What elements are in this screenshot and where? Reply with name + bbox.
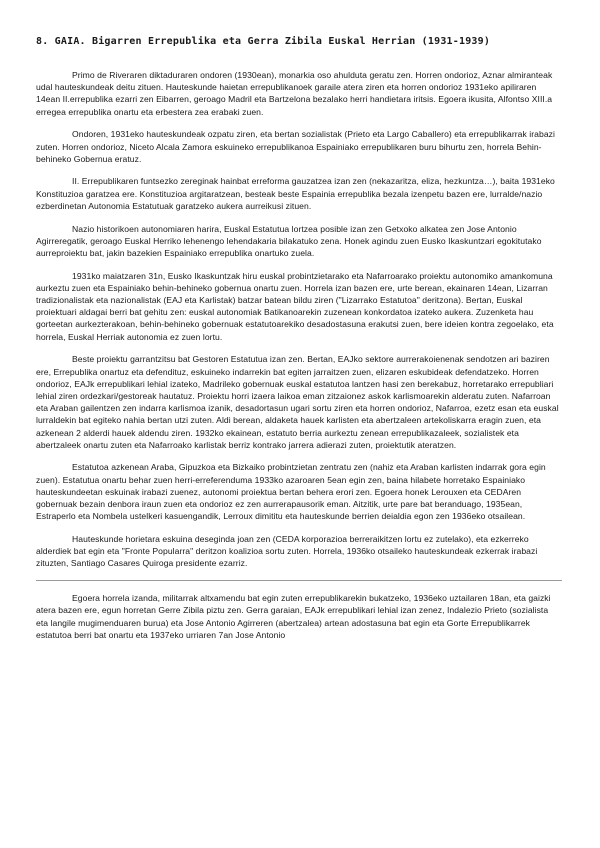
paragraph-referendum: Estatutoa azkenean Araba, Gipuzkoa eta Bizkaiko probintzietan zentratu zen (nahiz eta Araban karlisten indarrak gora egin zuen). Estatutua onartu behar zuen herri-erreferenduma 1933ko azaroaren 5ean egin zen, baina hilabete horretako Espainiako hauteskundeetan eskuinak irabazi zuenez, autonomi proiektua bertan behera erori zen. Egoera honek Lerouxen eta CEDAren gobernuak bezain denbora iraun zuen eta ondorioz ez zen aurrerapausorik eman. Aitzitik, urte pare bat beranduago, 1935ean, Estraperlo eta Nombela ustelkeri kasuengandik, Lerroux dimititu eta hauteskunde berrien deialdia egon zen 1936eko otsailean. xyxy=(36,462,546,522)
chapter-heading: 8. GAIA. Bigarren Errepublika eta Gerra Zibila Euskal Herrian (1931-1939) xyxy=(36,36,491,47)
paragraph-civil-war: Egoera horrela izanda, militarrak altxamendu bat egin zuten errepublikarekin bukatzeko, 1936eko uztailaren 18an, eta gaizki atera bazen ere, egun horretan Gerre Zibila piztu zen. Gerra garaian, EAJk errepublikari lehial izan zenez, Indalezio Prieto (sozialista eta langile mugimenduaren burua) eta Jose Antonio Agirreren (abertzalea) artean adostasuna bat egin eta Gorte Errepublikarrek estatutoa berri bat onartu eta 1937eko urriaren 7an Jose Antonio xyxy=(36,593,551,640)
paragraph-autonomy: Nazio historikoen autonomiaren harira, Euskal Estatutua lortzea posible izan zen Getxoko alkatea zen Jose Antonio Agirreregatik, geroago Euskal Herriko lehenengo lehendakaria bilakatuko zena. Honek agindu zuen Eusko Ikaskuntzari egokitutako aurreproiektu bat, jakin bazekien Espainiako errepublika onartuko zuela. xyxy=(36,223,542,258)
paragraph-reforms: II. Errepublikaren funtsezko zereginak hainbat erreforma gauzatzea izan zen (nekazaritza, eliza, hezkuntza…), baita 1931eko Konstituzioa garatzea ere. Konstituzioa argitaratzean, besteak beste Espainia errepublika bezala izenpetu bazen ere, lurralde/nazio ezberdinetan Autonomia Estatutuak garatzeko aukera aurreikusi zituen. xyxy=(36,176,555,211)
paragraph-lizarra-statute: 1931ko maiatzaren 31n, Eusko Ikaskuntzak hiru euskal probintzietarako eta Nafarroarako proiektu autonomiko amankomuna aurkeztu zuen eta Espainiako behin-behineko gobernua onartu zuen. Horrela izan bazen ere, urte berean, ekainaren 14ean, Lizarran tradizionalistak eta nazionalistak (EAJ eta Karlistak) batzar batean bildu ziren ("Lizarrako Estatutoa" deritzona). Bertan, Euskal proiektuari aldagai berri bat gehitu zen: euskal autonomiak Batikanoarekin zuzenean konkordatoa izateko aukera. Zuzenketa hau gorteetan aurkezterakoan, behin-behineko gobernuak estatutoarekiko desadostasuna erakutsi zuen, bere ideien kontra zegoelako, eta horrela, Euskal Herriak autonomia ez zuen lortu. xyxy=(36,270,554,342)
paragraph-elections-1931: Ondoren, 1931eko hauteskundeak ozpatu ziren, eta bertan sozialistak (Prieto eta Largo Caballero) eta errepublikarrak irabazi zuten. Horren ondorioz, Niceto Alcala Zamora eskuineko errepublikanoa Espainiako errepublikaren buru bihurtu zen, horrela Behin-behineko Gobernua eratuz. xyxy=(36,129,555,164)
paragraph-popular-front: Hauteskunde horietara eskuina deseginda joan zen (CEDA korporazioa berreraikitzen lortu ez zutelako), eta ezkerreko alderdiek bat egin eta "Fronte Popularra" deritzon koalizioa sortu zuten. Horrela, 1936ko otsaileko hauteskundeak ezkerrak irabazi zituzten, Santiago Casares Quiroga presidente ezarriz. xyxy=(36,534,538,569)
paragraph-gestoren-statute: Beste proiektu garrantzitsu bat Gestoren Estatutua izan zen. Bertan, EAJko sektore aurrerakoienenak sendotzen ari baziren ere, Errepublika onartuz eta defendituz, eskuineko indarrekin bat egiten jarraitzen zuen, elizaren eskubideak defendatzeko. Horren ondorioz, EAJk errepublikari lehial izateko, Madrileko gobernuak euskal estatutoa lantzen hasi zen berekabuz, horretarako errepubliari lehial ziren ordezkari/gestoreak hautatuz. Proiektu horri izaera laikoa eman zitzaionez askok karlismoarekin alderatu zuten. Nafarroan eta Araban gailentzen zen indarra karlismoa izanik, desadortasun ugari sortu ziren eta horren ondorioz, Nafarroa, ezetz esan eta euskal lurraldekin bat egiteko nahia bertan utzi zuten. Aldi berean, aldaketa hauek karlisten eta abertzaleen artekoliskarra eragin zuen, eta azkenean 2 alderdi hauek aldendu ziren. 1932ko ekainean, estatuto berria aurkeztu zenean errepublikazaleek, sozialistek eta abertzaleek onartu zuten eta Nafarroako karlistak berriz kontrako jarrera adierazi zuten, proiektutik ateratzen. xyxy=(36,354,559,450)
paragraph-primo-de-rivera: Primo de Riveraren diktaduraren ondoren (1930ean), monarkia oso ahulduta geratu zen. Horren ondorioz, Aznar almiranteak udal hauteskundeak deitu zituen. Hauteskunde haietan errepublikanoek garaile atera ziren eta horren ondorioz 1931eko apiliraren 14ean II.errepublika ezarri zen Eibarren, geroago Madril eta Bartzelona bezalako herri handietara iritsis. Egoera ikusita, Alfontso XIII.a erregea errepublika onartu eta erbestera zea erabaki zuen. xyxy=(36,70,553,117)
section-divider xyxy=(36,580,562,581)
